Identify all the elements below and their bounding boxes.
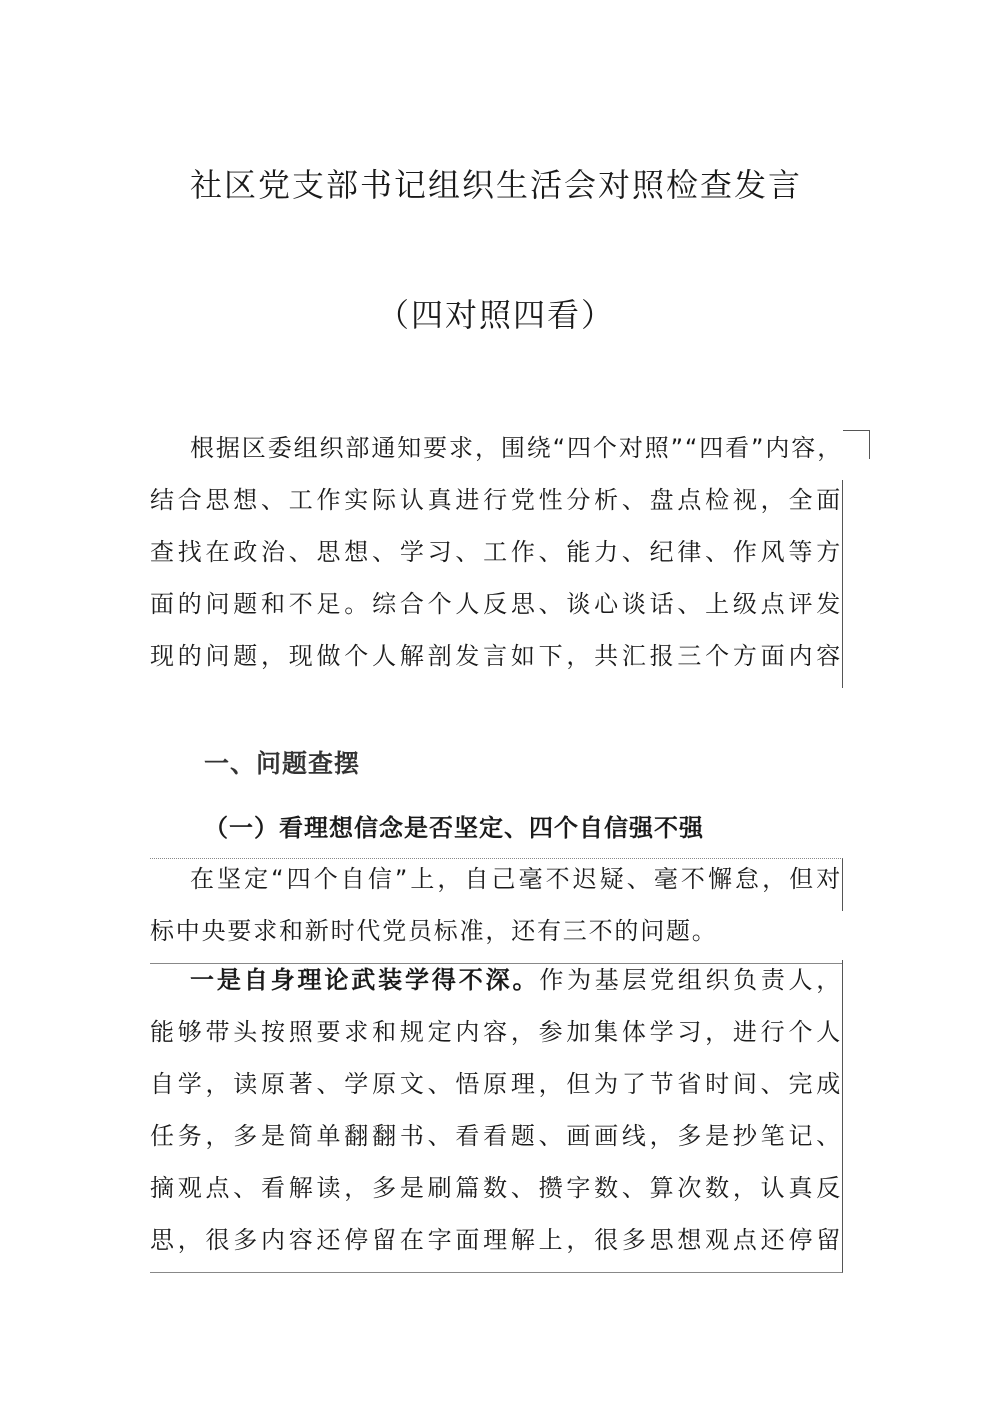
paragraph-line: 能够带头按照要求和规定内容，参加集体学习，进行个人: [150, 1012, 843, 1064]
document-title: 社区党支部书记组织生活会对照检查发言: [189, 166, 802, 204]
section-heading: 一、问题查摆: [204, 749, 361, 778]
intro-paragraph: [150, 428, 843, 688]
subsection-heading: （一）看理想信念是否坚定、四个自信强不强: [204, 814, 704, 842]
paragraph-line: [150, 960, 843, 1012]
paragraph-line: 标中央要求和新时代党员标准，还有三不的问题。: [150, 911, 843, 964]
point-one-paragraph: [150, 960, 843, 1273]
paragraph-line: 根据区委组织部通知要求，围绕“四个对照”“四看”内容，: [190, 434, 843, 462]
paragraph-line: 任务，多是简单翻翻书、看看题、画画线，多是抄笔记、: [150, 1116, 843, 1168]
point-lead-rest: 作为基层党组织负责人，: [539, 966, 842, 994]
paragraph-line: 现的问题，现做个人解剖发言如下，共汇报三个方面内容: [150, 636, 843, 688]
paragraph-line: 面的问题和不足。综合个人反思、谈心谈话、上级点评发: [150, 584, 843, 636]
paragraph-line: 在坚定“四个自信”上，自己毫不迟疑、毫不懈怠，但对: [150, 858, 843, 911]
paragraph-line: 查找在政治、思想、学习、工作、能力、纪律、作风等方: [150, 532, 843, 584]
paragraph-line: 摘观点、看解读，多是刷篇数、攒字数、算次数，认真反: [150, 1168, 843, 1220]
paragraph-line: 结合思想、工作实际认真进行党性分析、盘点检视，全面: [150, 480, 843, 532]
subsection-intro-paragraph: [150, 858, 843, 964]
point-lead: 一是自身理论武装学得不深。: [190, 966, 540, 994]
document-subtitle: （四对照四看）: [376, 296, 615, 334]
margin-mark: [843, 430, 870, 459]
paragraph-line: 思，很多内容还停留在字面理解上，很多思想观点还停留: [150, 1220, 843, 1273]
paragraph-line: 自学，读原著、学原文、悟原理，但为了节省时间、完成: [150, 1064, 843, 1116]
